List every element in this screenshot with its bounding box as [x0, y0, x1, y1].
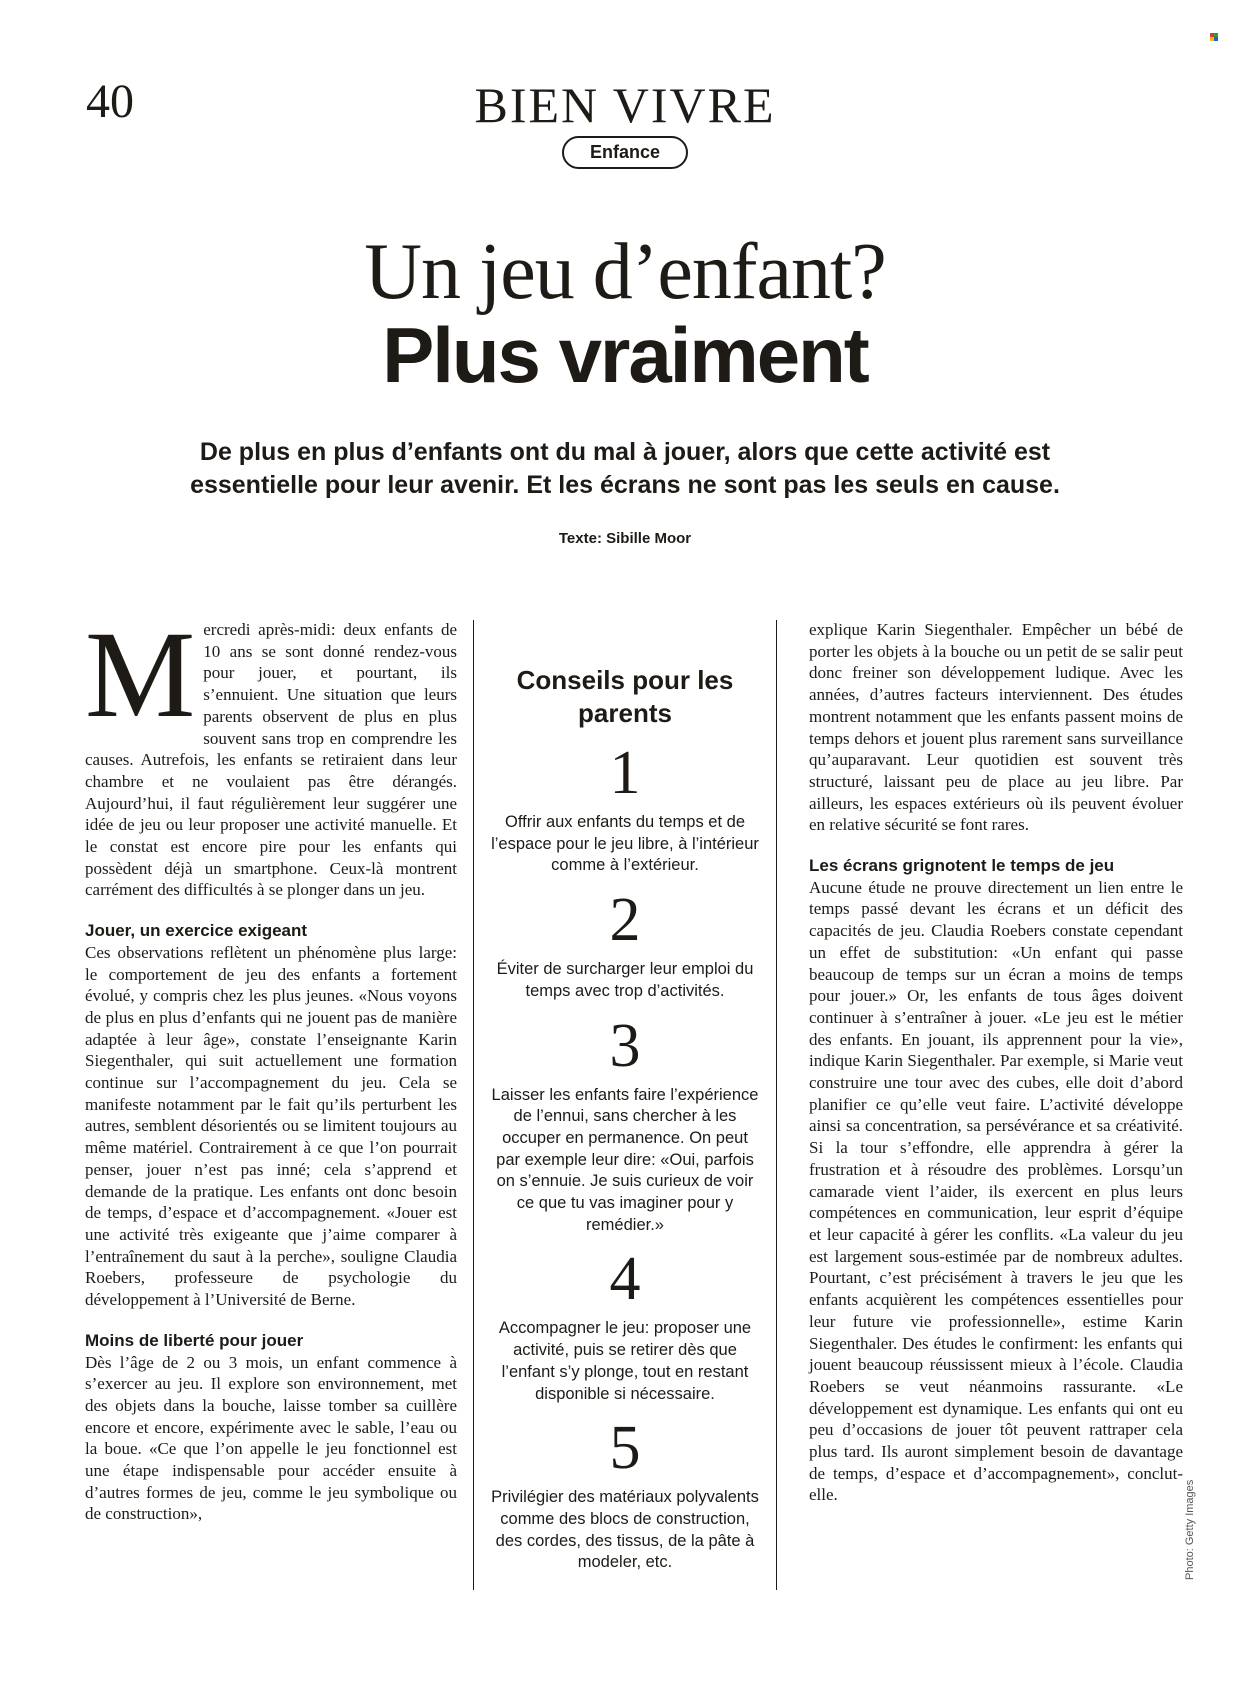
tip-text: Offrir aux enfants du temps et de l’espace pour le jeu libre, à l’intérieur comme à l’extérieur. [491, 813, 759, 875]
headline-line-1: Un jeu d’enfant? [364, 228, 886, 316]
topic-tag: Enfance [562, 136, 688, 169]
tips-sidebar [488, 664, 762, 1574]
column-left [85, 606, 457, 1525]
section-rubric: BIEN VIVRE [474, 77, 776, 133]
section-heading-ecrans: Les écrans grignotent le temps de jeu [809, 856, 1115, 876]
tip-text: Laisser les enfants faire l’expérience de l’ennui, sans chercher à les occuper en permanence. On peut par exemple leur dire: «Oui, parfois on s’ennuie. Je suis curieux de voir ce que tu vas imaginer pour y remédier.» [491, 1085, 759, 1234]
section-heading-liberte: Moins de liberté pour jouer [85, 1330, 304, 1350]
tip-item [488, 1245, 762, 1405]
tip-item [488, 739, 762, 877]
page-number: 40 [86, 75, 134, 128]
tip-number: 3 [609, 1011, 641, 1080]
tip-item [488, 1011, 762, 1237]
column-divider-left [473, 620, 474, 1590]
intro-paragraph [85, 606, 457, 901]
headline-line-2: Plus vraiment [382, 311, 868, 399]
intro-text: ercredi après-midi: deux enfants de 10 ans se sont donné rendez-vous pour jouer, et pourtant, ils s’ennuient. Une situation que leurs parents observent de plus en plus souvent sans trop en comprendre les causes. Autrefois, les enfants se retiraient dans leur chambre et ne voulaient pas être dérangés. Aujourd’hui, il faut régulièrement leur suggérer une idée de jeu ou leur proposer une activité manuelle. Et le constat est encore pire pour les enfants qui possèdent déjà un smartphone. Ceux-là montrent carrément des difficultés à se plonger dans un jeu. [85, 620, 457, 900]
tip-text: Éviter de surcharger leur emploi du temps avec trop d’activités. [496, 960, 754, 1000]
tip-number: 4 [609, 1245, 641, 1314]
tip-number: 5 [609, 1414, 641, 1483]
section-text-liberte-continued: explique Karin Siegenthaler. Empêcher un bébé de porter les objets à la bouche ou un petit de se salir peut donc freiner son développement ludique. Avec les années, d’autres facteurs interviennent. Des études montrent notamment que les enfants passent moins de temps dehors et jouent plus rarement sans surveillance qu’auparavant. Leur quotidien est souvent très structuré, laissant peu de place au jeu libre. Par ailleurs, les espaces extérieurs où ils peuvent évoluer en relative sécurité se font rares. [809, 620, 1183, 835]
tip-number: 1 [609, 739, 641, 807]
tip-text: Accompagner le jeu: proposer une activité, puis se retirer dès que l’enfant s’y plonge, tout en restant disponible si nécessaire. [498, 1319, 752, 1403]
section-text-liberte: Dès l’âge de 2 ou 3 mois, un enfant commence à s’exercer au jeu. Il explore son environnement, met des objets dans la bouche, laisse tomber sa cuillère encore et encore, expérimente avec le sable, l’eau ou la boue. «Ce que l’on appelle le jeu fonctionnel est une étape indispensable pour accéder ensuite à d’autres formes de jeu, comme le jeu symbolique ou de construction», [85, 1352, 457, 1524]
article-lead: De plus en plus d’enfants ont du mal à jouer, alors que cette activité est essentielle pour leur avenir. Et les écrans ne sont pas les seuls en cause. [190, 438, 1060, 499]
section-text-exercice: Ces observations reflètent un phénomène plus large: le comportement de jeu des enfants a fortement évolué, y compris chez les plus jeunes. «Nous voyons de plus en plus d’enfants qui ne jouent pas de manière adaptée à leur âge», constate l’enseignante Karin Siegenthaler, qui suit actuellement une formation continue sur l’accompagnement du jeu. Cela se manifeste notamment par le fait qu’ils perturbent les autres, semblent désorientés ou se limitent toujours au même matériel. Contrairement à ce que l’on pourrait penser, jouer n’est pas inné; cela s’apprend et demande de la pratique. Les enfants ont donc besoin de temps, d’espace et d’accompagnement. «Jouer est une activité très exigeante que j’aime comparer à l’entraînement du saut à la perche», souligne Claudia Roebers, professeure de psychologie du développement à l’Université de Berne. [85, 942, 457, 1310]
photo-credit: Photo: Getty Images [1184, 1479, 1196, 1580]
tip-number: 2 [609, 886, 641, 955]
color-registration-icon [1210, 33, 1218, 41]
topic-tag-wrapper [0, 136, 1250, 169]
section-text-ecrans: Aucune étude ne prouve directement un lien entre le temps passé devant les écrans et un déficit des capacités de jeu. Claudia Roebers constate cependant un effet de substitution: «Un enfant qui passe beaucoup de temps sur un écran a moins de temps pour jouer.» Or, les enfants de tous âges doivent continuer à s’entraîner à jouer. «Le jeu est le métier des enfants. En jouant, ils apprennent pour la vie», indique Karin Siegenthaler. Par exemple, si Marie veut construire une tour avec des cubes, elle doit d’abord planifier ce qu’elle veut faire. L’activité développe ainsi sa concentration, sa persévérance et sa créativité. Si la tour s’effondre, elle apprendra à gérer la frustration et à résoudre des problèmes. Lorsqu’un camarade vient l’aider, ils exercent en plus leurs compétences en communication, leur esprit d’équipe et leur capacité à gérer les conflits. «La valeur du jeu est largement sous-estimée par de nombreux adultes. Pourtant, c’est précisément à travers le jeu que les enfants acquièrent les compétences essentielles pour leur future vie professionnelle», estime Karin Siegenthaler. Des études le confirment: les enfants qui jouent beaucoup réussissent mieux à l’école. Claudia Roebers se veut néanmoins rassurante. «Le développement est dynamique. Les enfants qui ont eu peu d’occasions de jouer tôt peuvent rattraper cela plus tard. Ils auront simplement besoin de davantage de temps, d’espace et d’accompagnement», conclut-elle. [809, 877, 1183, 1505]
tip-item [488, 1414, 762, 1574]
tip-text: Privilégier des matériaux polyvalents comme des blocs de construction, des cordes, des tissus, de la pâte à modeler, etc. [491, 1488, 759, 1572]
column-right [809, 619, 1183, 1506]
tip-item [488, 886, 762, 1002]
section-heading-exercice: Jouer, un exercice exigeant [85, 921, 308, 941]
drop-cap: M [85, 606, 196, 743]
byline: Texte: Sibille Moor [558, 530, 692, 547]
sidebar-title: Conseils pour les parents [516, 665, 734, 728]
column-divider-right [776, 620, 777, 1590]
